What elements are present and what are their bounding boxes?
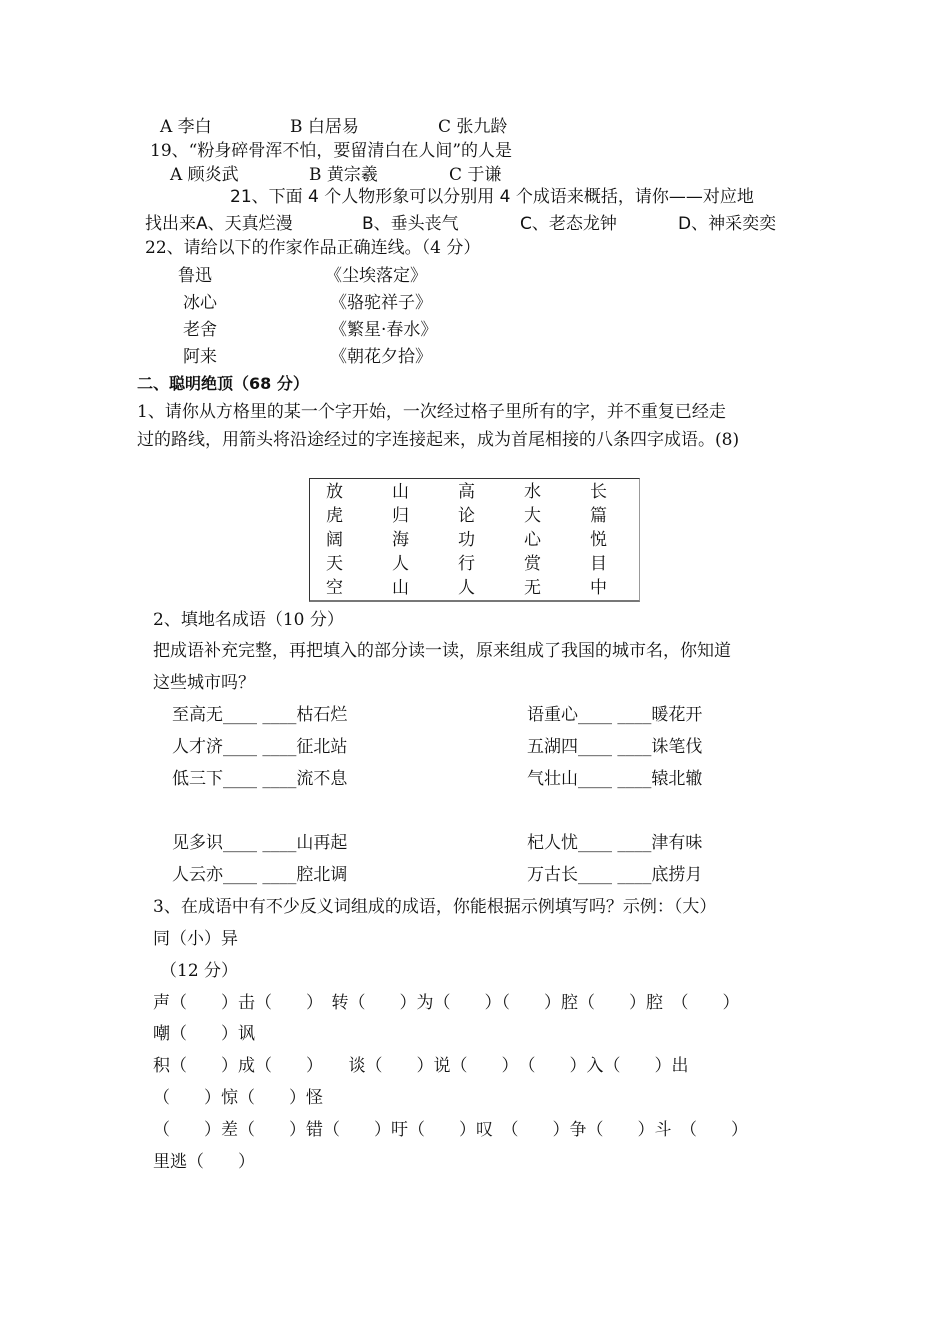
q19-option-c: C 于谦 [449,165,502,185]
grid-cell: 高 [458,482,475,502]
q22-author: 阿来 [183,347,217,367]
idiom-fill-item: 五湖四____ ____诛笔伐 [527,737,703,757]
grid-cell: 功 [458,530,475,550]
character-grid [309,478,640,602]
grid-cell: 虎 [326,506,343,526]
grid-cell: 人 [458,578,475,598]
grid-cell: 悦 [590,530,607,550]
grid-cell: 行 [458,554,475,574]
q22-author: 老舍 [183,320,217,340]
grid-cell: 山 [392,578,409,598]
q21-option-b: B、垂头丧气 [362,214,459,234]
grid-cell: 阔 [326,530,343,550]
q18-option-a: A 李白 [160,117,212,137]
idiom-fill-item: 人云亦____ ____腔北调 [172,865,348,885]
idiom-fill-item: 人才济____ ____征北站 [172,737,348,757]
grid-cell: 无 [524,578,541,598]
q18-option-b: B 白居易 [290,117,359,137]
grid-cell: 篇 [590,506,607,526]
grid-cell: 水 [524,482,541,502]
q19-option-b: B 黄宗羲 [309,165,378,185]
q22-work: 《繁星·春水》 [330,320,438,340]
grid-cell: 心 [524,530,541,550]
q3-row: （ ）差（ ）错（ ）吁（ ）叹 （ ）争（ ）斗 （ ） [153,1120,748,1140]
q2-desc2: 这些城市吗？ [153,673,255,693]
grid-cell: 论 [458,506,475,526]
section-title: 二、聪明绝顶（68 分） [137,374,309,393]
q1-line2: 过的路线，用箭头将沿途经过的字连接起来，成为首尾相接的八条四字成语。(8) [137,430,740,450]
q22-author: 冰心 [183,293,217,313]
idiom-fill-item: 低三下____ ____流不息 [172,769,348,789]
q3-line1: 3、在成语中有不少反义词组成的成语，你能根据示例填写吗？示例：（大） [153,897,717,917]
grid-cell: 大 [524,506,541,526]
grid-cell: 目 [590,554,607,574]
q19-option-a: A 顾炎武 [170,165,239,185]
q1-line1: 1、请你从方格里的某一个字开始，一次经过格子里所有的字，并不重复已经走 [137,402,726,422]
q3-score: （12 分） [160,961,239,981]
grid-cell: 天 [326,554,343,574]
idiom-fill-item: 气壮山____ ____辕北辙 [527,769,703,789]
idiom-fill-item: 杞人忧____ ____津有味 [527,833,703,853]
q2-desc1: 把成语补充完整，再把填入的部分读一读，原来组成了我国的城市名，你知道 [153,641,731,661]
q19-question: 19、“粉身碎骨浑不怕，要留清白在人间”的人是 [150,141,513,161]
grid-cell: 赏 [524,554,541,574]
idiom-fill-item: 万古长____ ____底捞月 [527,865,703,885]
q3-row: （ ）惊（ ）怪 [153,1088,323,1108]
idiom-fill-item: 见多识____ ____山再起 [172,833,348,853]
idiom-fill-item: 语重心____ ____暖花开 [527,705,703,725]
q21-line1: 21、下面 4 个人物形象可以分别用 4 个成语来概括，请你——对应地 [230,187,754,207]
grid-cell: 空 [326,578,343,598]
grid-cell: 山 [392,482,409,502]
q22-work: 《骆驼祥子》 [330,293,432,313]
q21-line2-prefix: 找出来 [145,214,196,234]
q3-row: 嘲（ ）讽 [153,1024,255,1044]
q3-row: 里逃（ ） [153,1152,255,1172]
q18-option-c: C 张九龄 [438,117,508,137]
grid-cell: 长 [590,482,607,502]
q22-work: 《尘埃落定》 [325,266,427,286]
q3-row: 积（ ）成（ ） 谈（ ）说（ ） （ ）入（ ）出 [153,1056,689,1076]
q21-option-a: A、天真烂漫 [196,214,293,234]
grid-cell: 海 [392,530,409,550]
idiom-fill-item: 至高无____ ____枯石烂 [172,705,348,725]
q3-line2: 同（小）异 [153,929,238,949]
q3-row: 声（ ）击（ ） 转（ ）为（ ）（ ）腔（ ）腔 （ ） [153,993,740,1013]
q2-title: 2、填地名成语（10 分） [153,610,344,630]
grid-cell: 中 [590,578,607,598]
q22-work: 《朝花夕拾》 [330,347,432,367]
grid-cell: 归 [392,506,409,526]
q22-question: 22、请给以下的作家作品正确连线。（4 分） [145,238,481,258]
q21-option-c: C、老态龙钟 [520,214,617,234]
grid-cell: 人 [392,554,409,574]
q21-option-d: D、神采奕奕 [678,214,777,234]
q22-author: 鲁迅 [178,266,212,286]
grid-cell: 放 [326,482,343,502]
